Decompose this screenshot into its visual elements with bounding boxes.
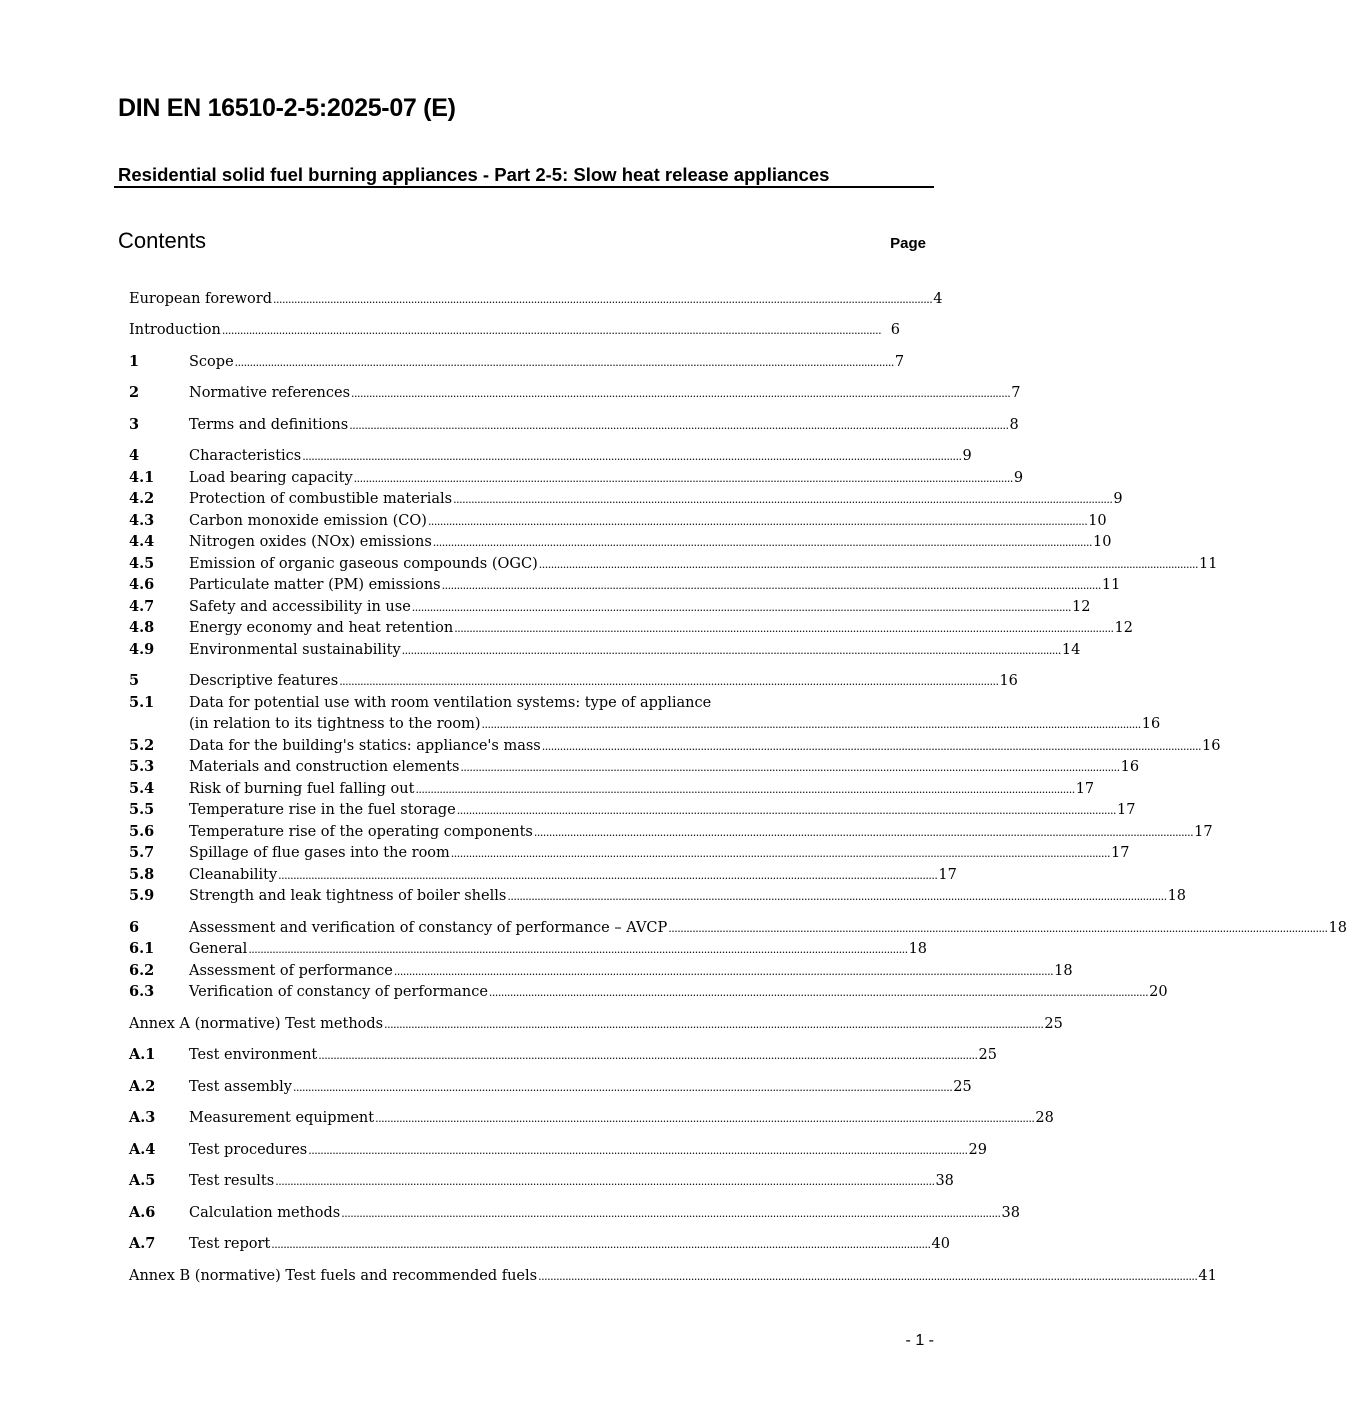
toc-entry[interactable] [129,779,1095,799]
toc-entry-number: 5.3 [129,758,155,775]
toc-entry-page: 25 [953,1079,972,1095]
toc-entry-title: Temperature rise of the operating components [189,824,533,840]
footer-page-number: - 1 - [905,1332,934,1349]
toc-dot-leader: ............................................................................................................................................................................................................................ [456,804,1116,817]
toc-dot-leader: ............................................................................................................................................................................................................................ [375,1112,1035,1125]
toc-entry-number: A.7 [129,1235,156,1252]
toc-entry-title: Carbon monoxide emission (CO) [189,513,427,529]
toc-entry-page: 12 [1072,599,1091,615]
contents-heading: Contents [118,228,207,253]
toc-dot-leader: ............................................................................................................................................................................................................................ [278,869,938,882]
toc-entry-page: 6 [890,322,900,338]
toc-entry-title: Annex B (normative) Test fuels and recommended fuels [129,1268,538,1284]
toc-dot-leader: ............................................................................................................................................................................................................................ [221,324,882,337]
toc-dot-leader: ............................................................................................................................................................................................................................ [351,387,1011,400]
toc-entry-title: Test environment [189,1047,318,1063]
toc-entry[interactable] [129,1266,1217,1286]
toc-entry[interactable] [129,1108,1054,1128]
toc-entry[interactable] [129,289,943,309]
toc-entry-title: Data for potential use with room ventilation systems: type of appliance [189,695,712,711]
toc-entry[interactable] [129,1077,972,1097]
toc-entry-number: 4.2 [129,490,155,507]
toc-entry-number: A.1 [129,1046,156,1063]
toc-entry[interactable] [129,320,900,340]
toc-entry-page: 17 [1111,845,1130,861]
toc-entry-title: Introduction [129,322,221,338]
toc-entry[interactable] [129,693,900,713]
toc-entry-number: 5 [129,672,140,689]
toc-entry-number: 5.9 [129,887,155,904]
toc-entry-number: 4.8 [129,619,155,636]
toc-entry-page: 11 [1199,556,1218,572]
toc-entry-page: 17 [938,867,957,883]
toc-entry-title: Assessment and verification of constancy of performance – AVCP [189,920,668,936]
toc-entry-title: Safety and accessibility in use [189,599,411,615]
toc-entry-number: A.4 [129,1141,156,1158]
toc-entry-number: A.6 [129,1204,156,1221]
toc-entry[interactable] [129,640,1081,660]
toc-entry-title: Energy economy and heat retention [189,620,454,636]
toc-entry-page: 25 [1044,1016,1063,1032]
toc-dot-leader: ............................................................................................................................................................................................................................ [427,515,1088,528]
toc-entry[interactable] [129,757,1140,777]
toc-entry-title: Nitrogen oxides (NOx) emissions [189,534,432,550]
toc-dot-leader: ............................................................................................................................................................................................................................ [384,1018,1044,1031]
toc-dot-leader: ............................................................................................................................................................................................................................ [441,579,1101,592]
toc-entry-title: Materials and construction elements [189,759,460,775]
toc-entry-number: 1 [129,353,140,370]
toc-dot-leader: ............................................................................................................................................................................................................................ [234,356,894,369]
toc-entry-number: 5.1 [129,694,155,711]
toc-entry-number: 4 [129,447,140,464]
toc-dot-leader: ............................................................................................................................................................................................................................ [393,965,1054,978]
toc-entry-number: A.2 [129,1078,156,1095]
toc-entry-number: 5.6 [129,823,155,840]
toc-dot-leader: ............................................................................................................................................................................................................................ [271,1238,931,1251]
toc-entry-number: A.5 [129,1172,156,1189]
toc-dot-leader: ............................................................................................................................................................................................................................ [668,922,1328,935]
toc-dot-leader: ............................................................................................................................................................................................................................ [318,1049,978,1062]
toc-entry-title-continuation: (in relation to its tightness to the room) [189,716,481,732]
toc-entry-page: 17 [1116,802,1136,818]
toc-entry[interactable] [129,1140,987,1160]
toc-entry[interactable] [129,554,1218,574]
toc-dot-leader: ............................................................................................................................................................................................................................ [275,1175,935,1188]
toc-entry-page: 16 [1201,738,1221,754]
document-subtitle: Residential solid fuel burning appliances - Part 2-5: Slow heat release appliances [118,164,830,185]
toc-entry-page: 18 [1054,963,1073,979]
toc-entry[interactable] [129,865,957,885]
toc-entry-title: Measurement equipment [189,1110,375,1126]
toc-entry-number: 3 [129,416,140,433]
toc-entry-title: Cleanability [189,867,278,883]
toc-entry-number: 4.5 [129,555,155,572]
toc-entry-title: Scope [189,354,234,370]
toc-entry[interactable] [129,597,1091,617]
toc-entry-page: 12 [1114,620,1133,636]
toc-entry-title: Spillage of flue gases into the room [189,845,450,861]
toc-entry-title: Normative references [189,385,351,401]
toc-entry-title: Emission of organic gaseous compounds (OGC) [189,556,538,572]
toc-entry-title: Risk of burning fuel falling out [189,781,415,797]
toc-entry-title: Protection of combustible materials [189,491,453,507]
toc-entry[interactable] [129,575,1121,595]
toc-entry-number: 4.1 [129,469,155,486]
toc-dot-leader: ............................................................................................................................................................................................................................ [538,558,1198,571]
toc-entry-continuation[interactable] [129,714,1161,734]
toc-dot-leader: ............................................................................................................................................................................................................................ [341,1207,1001,1220]
toc-entry-title: Descriptive features [189,673,339,689]
toc-dot-leader: ............................................................................................................................................................................................................................ [460,761,1120,774]
toc-entry-page: 20 [1149,984,1168,1000]
toc-entry-number: A.3 [129,1109,156,1126]
toc-entry-page: 17 [1194,824,1213,840]
toc-entry-title: Calculation methods [189,1205,341,1221]
toc-entry-title: Test report [189,1236,271,1252]
toc-entry-number: 4.9 [129,641,155,658]
toc-entry[interactable] [129,736,1221,756]
toc-entry-number: 5.7 [129,844,155,861]
toc-entry-number: 4.7 [129,598,155,615]
toc-entry[interactable] [129,886,1187,906]
toc-entry-title: Environmental sustainability [189,642,401,658]
toc-entry-page: 29 [968,1142,987,1158]
toc-entry-page: 41 [1198,1268,1217,1284]
toc-dot-leader: ............................................................................................................................................................................................................................ [401,644,1061,657]
toc-entry-title: Terms and definitions [189,417,349,433]
toc-dot-leader: ............................................................................................................................................................................................................................ [541,740,1201,753]
toc-dot-leader: ............................................................................................................................................................................................................................ [450,847,1111,860]
toc-entry-title: Verification of constancy of performance [189,984,488,1000]
toc-entry[interactable] [129,800,1136,820]
toc-entry-title: Test results [189,1173,275,1189]
toc-dot-leader: ............................................................................................................................................................................................................................ [453,493,1113,506]
toc-dot-leader: ............................................................................................................................................................................................................................ [411,601,1072,614]
toc-entry-title: Data for the building's statics: appliance's mass [189,738,541,754]
toc-dot-leader: ............................................................................................................................................................................................................................ [432,536,1093,549]
toc-entry-title: Temperature rise in the fuel storage [189,802,456,818]
toc-dot-leader: ............................................................................................................................................................................................................................ [488,986,1149,999]
toc-entry-number: 6.2 [129,962,155,979]
toc-entry[interactable] [129,1171,954,1191]
document-id: DIN EN 16510-2-5:2025-07 (E) [118,94,456,122]
toc-entry-number: 2 [129,384,140,401]
toc-entry-page: 17 [1075,781,1095,797]
toc-entry-page: 18 [1167,888,1187,904]
toc-entry-page: 9 [1013,470,1024,486]
toc-entry-number: 4.4 [129,533,155,550]
toc-dot-leader: ............................................................................................................................................................................................................................ [415,783,1075,796]
toc-entry-page: 7 [1011,385,1021,401]
toc-entry-page: 4 [933,291,943,307]
toc-entry-title: Characteristics [189,448,302,464]
toc-entry-page: 40 [931,1236,950,1252]
toc-dot-leader: ............................................................................................................................................................................................................................ [481,718,1141,731]
toc-dot-leader: ............................................................................................................................................................................................................................ [273,293,933,306]
toc-dot-leader: ............................................................................................................................................................................................................................ [349,419,1009,432]
toc-entry-title: European foreword [129,291,273,307]
toc-entry[interactable] [129,918,1347,938]
toc-entry-page: 16 [1120,759,1140,775]
toc-entry-number: 4.6 [129,576,155,593]
toc-dot-leader: ............................................................................................................................................................................................................................ [538,1270,1198,1283]
toc-entry[interactable] [129,532,1112,552]
toc-entry-page: 10 [1093,534,1112,550]
toc-entry[interactable] [129,939,928,959]
toc-entry-number: 5.8 [129,866,155,883]
toc-entry-number: 6 [129,919,140,936]
toc-entry-title: Test assembly [189,1079,292,1095]
toc-entry[interactable] [129,843,1130,863]
toc-entry[interactable] [129,489,1123,509]
toc-entry-page: 8 [1009,417,1019,433]
toc-entry-page: 38 [935,1173,954,1189]
toc-entry-page: 25 [978,1047,997,1063]
toc-entry-page: 28 [1035,1110,1054,1126]
toc-entry-page: 14 [1061,642,1081,658]
toc-entry-page: 16 [1141,716,1161,732]
toc-entry-number: 5.5 [129,801,155,818]
toc-entry-number: 6.1 [129,940,155,957]
toc-entry-number: 6.3 [129,983,155,1000]
toc-entry-page: 16 [999,673,1018,689]
toc-entry-page: 9 [962,448,972,464]
toc-entry[interactable] [129,383,1021,403]
toc-entry-page: 18 [1328,920,1347,936]
toc-entry[interactable] [129,1045,997,1065]
toc-entry[interactable] [129,961,1073,981]
toc-dot-leader: ............................................................................................................................................................................................................................ [507,890,1167,903]
toc-dot-leader: ............................................................................................................................................................................................................................ [454,622,1114,635]
toc-entry[interactable] [129,352,905,372]
toc-entry[interactable] [129,446,972,466]
toc-entry-title: Assessment of performance [189,963,393,979]
toc-dot-leader: ............................................................................................................................................................................................................................ [248,943,908,956]
toc-entry-title: Load bearing capacity [189,470,353,486]
toc-entry[interactable] [129,1014,1063,1034]
toc-entry-number: 4.3 [129,512,155,529]
toc-dot-leader: ............................................................................................................................................................................................................................ [302,450,962,463]
toc-entry[interactable] [129,1234,950,1254]
toc-dot-leader: ............................................................................................................................................................................................................................ [353,472,1013,485]
toc-entry-title: Annex A (normative) Test methods [129,1016,384,1032]
toc-entry[interactable] [129,1203,1020,1223]
toc-entry-title: General [189,941,248,957]
toc-entry[interactable] [129,415,1019,435]
toc-entry-page: 7 [894,354,905,370]
page-column-label: Page [890,235,926,252]
toc-entry-number: 5.4 [129,780,155,797]
toc-dot-leader: ............................................................................................................................................................................................................................ [339,675,999,688]
toc-dot-leader: ............................................................................................................................................................................................................................ [292,1081,953,1094]
toc-entry[interactable] [129,822,1213,842]
toc-entry-page: 11 [1101,577,1121,593]
toc-dot-leader: ............................................................................................................................................................................................................................ [308,1144,968,1157]
toc-entry-title: Strength and leak tightness of boiler shells [189,888,507,904]
toc-entry-page: 10 [1088,513,1107,529]
toc-entry[interactable] [129,671,1018,691]
toc-entry-title: Particulate matter (PM) emissions [189,577,441,593]
toc-entry[interactable] [129,618,1133,638]
toc-dot-leader: ............................................................................................................................................................................................................................ [533,826,1194,839]
toc-entry-number: 5.2 [129,737,155,754]
toc-entry[interactable] [129,468,1024,488]
toc-entry-title: Test procedures [189,1142,308,1158]
toc-entry-page: 9 [1113,491,1123,507]
toc-entry-page: 38 [1001,1205,1020,1221]
toc-entry[interactable] [129,511,1107,531]
toc-entry-page: 18 [908,941,928,957]
toc-entry[interactable] [129,982,1168,1002]
